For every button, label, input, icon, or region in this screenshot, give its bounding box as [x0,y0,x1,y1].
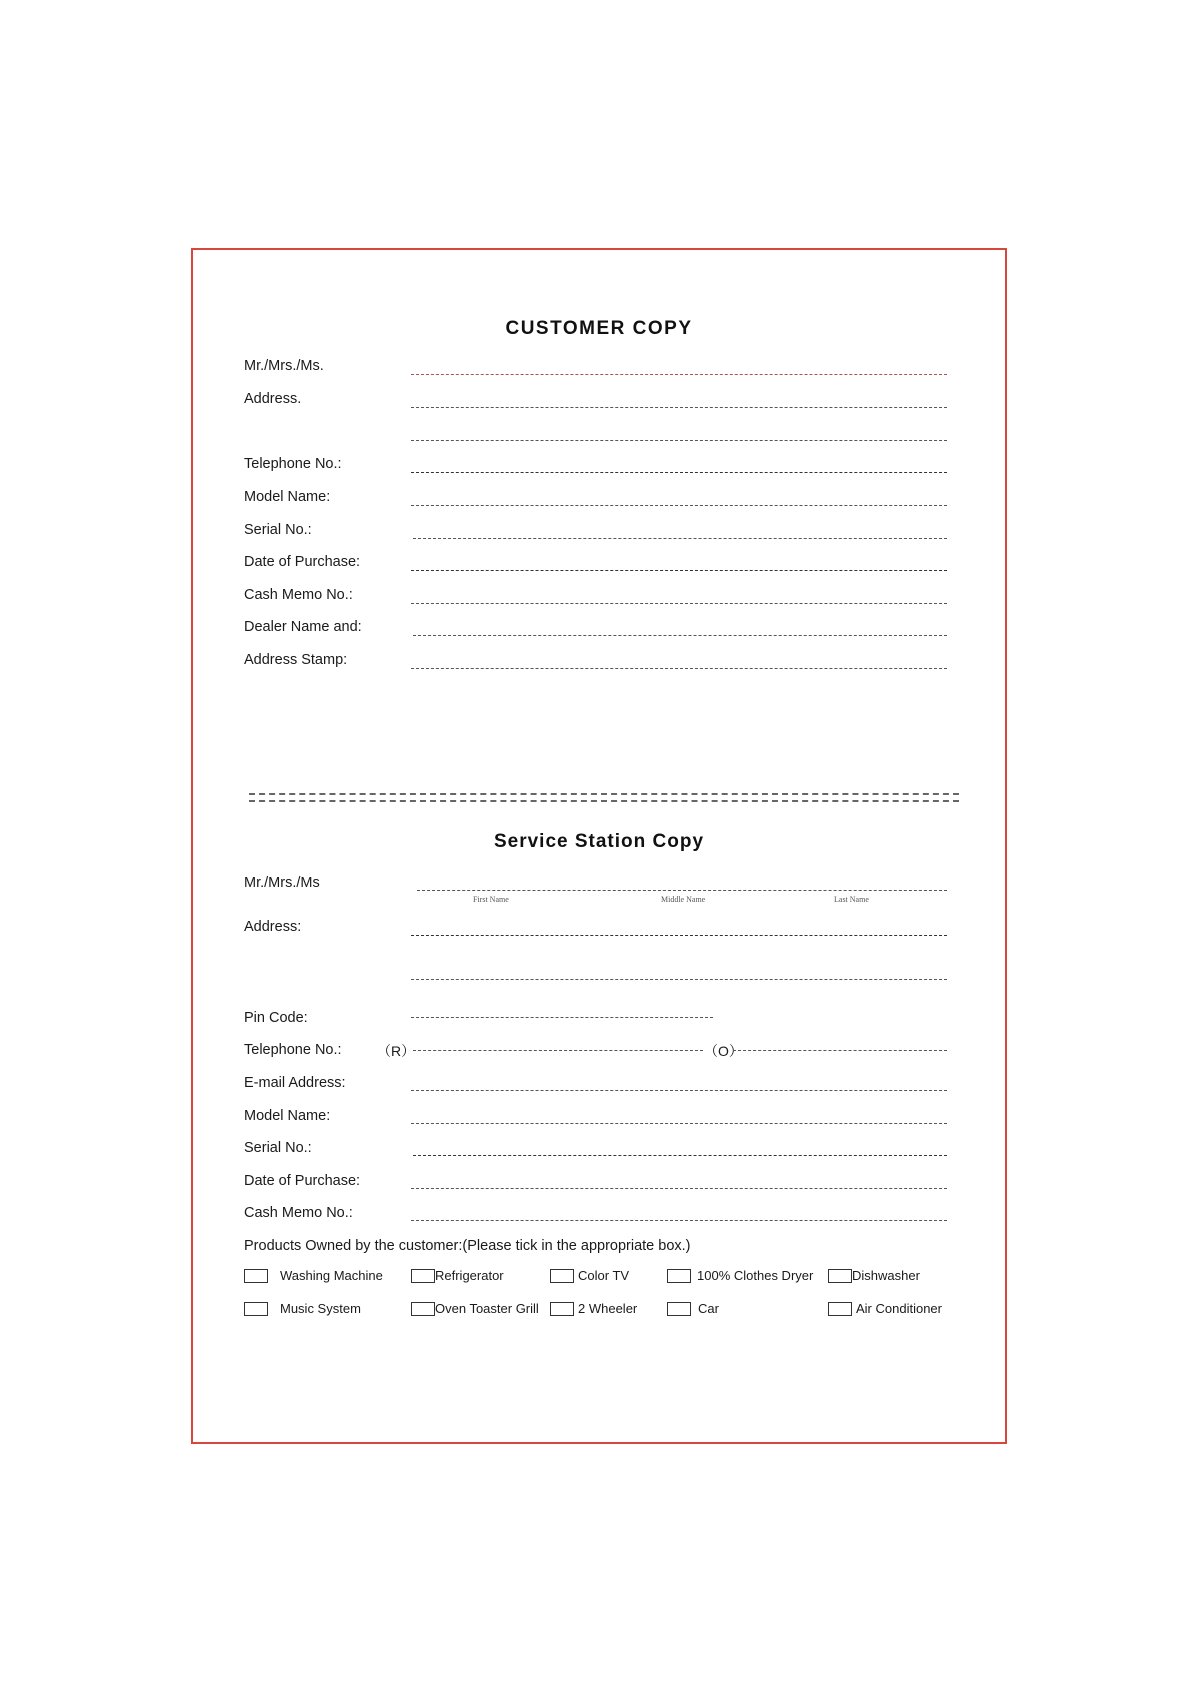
customer-name-line[interactable] [411,374,947,375]
customer-telephone-label: Telephone No.: [244,456,342,472]
service-address-line-2[interactable] [411,979,947,980]
customer-date-label: Date of Purchase: [244,554,361,570]
product-color-tv[interactable] [550,1268,629,1283]
customer-address-line-2[interactable] [411,440,947,441]
color-tv-label: Color TV [578,1268,630,1283]
customer-name-label: Mr./Mrs./Ms. [244,358,324,374]
customer-memo-label: Cash Memo No.: [244,587,353,603]
service-address-label: Address: [244,919,302,935]
service-telephone-office-line[interactable] [733,1050,947,1051]
service-model-label: Model Name: [244,1108,331,1124]
oven-toaster-grill-checkbox[interactable] [411,1302,435,1316]
service-date-label: Date of Purchase: [244,1173,361,1189]
service-copy-heading: Service Station Copy [493,831,705,852]
refrigerator-label: Refrigerator [435,1268,504,1283]
washing-machine-label: Washing Machine [280,1268,383,1283]
service-date-line[interactable] [411,1188,947,1189]
last-name-caption: Last Name [834,895,869,904]
service-memo-label: Cash Memo No.: [244,1205,353,1221]
customer-memo-line[interactable] [411,603,947,604]
product-car[interactable] [667,1301,719,1316]
form-border [191,248,1007,1444]
customer-address-label: Address. [244,391,302,407]
customer-stamp-label: Address Stamp: [244,652,348,668]
air-conditioner-label: Air Conditioner [856,1301,942,1316]
dishwasher-label: Dishwasher [852,1268,920,1283]
service-model-line[interactable] [411,1123,947,1124]
middle-name-caption: Middle Name [661,895,706,904]
refrigerator-checkbox[interactable] [411,1269,435,1283]
service-pin-line[interactable] [411,1017,713,1018]
service-memo-line[interactable] [411,1220,947,1221]
clothes-dryer-checkbox[interactable] [667,1269,691,1283]
service-email-line[interactable] [411,1090,947,1091]
customer-dealer-label: Dealer Name and: [244,619,362,635]
customer-telephone-line[interactable] [411,472,947,473]
service-address-line-1[interactable] [411,935,947,936]
service-name-line[interactable] [417,890,947,891]
cut-separator [249,793,959,802]
customer-serial-label: Serial No.: [244,522,312,538]
first-name-caption: First Name [473,895,509,904]
customer-address-line-1[interactable] [411,407,947,408]
residence-tag: （R） [377,1043,416,1059]
two-wheeler-label: 2 Wheeler [578,1301,638,1316]
customer-date-line[interactable] [411,570,947,571]
product-refrigerator[interactable] [411,1268,504,1283]
customer-stamp-line[interactable] [411,668,947,669]
customer-model-line[interactable] [411,505,947,506]
product-2-wheeler[interactable] [550,1301,637,1316]
customer-model-label: Model Name: [244,489,331,505]
service-pin-label: Pin Code: [244,1010,308,1026]
product-washing-machine[interactable] [244,1268,383,1283]
color-tv-checkbox[interactable] [550,1269,574,1283]
product-oven-toaster-grill[interactable] [411,1301,539,1316]
service-email-label: E-mail Address: [244,1075,346,1091]
product-clothes-dryer[interactable] [667,1268,813,1283]
music-system-label: Music System [280,1301,361,1316]
music-system-checkbox[interactable] [244,1302,268,1316]
office-tag: （O） [704,1043,743,1059]
service-name-label: Mr./Mrs./Ms [244,875,320,891]
product-dishwasher[interactable] [828,1268,920,1283]
clothes-dryer-label: 100% Clothes Dryer [697,1268,814,1283]
service-serial-label: Serial No.: [244,1140,312,1156]
service-telephone-residence-line[interactable] [413,1050,703,1051]
customer-copy-heading: CUSTOMER COPY [505,318,693,339]
two-wheeler-checkbox[interactable] [550,1302,574,1316]
air-conditioner-checkbox[interactable] [828,1302,852,1316]
dishwasher-checkbox[interactable] [828,1269,852,1283]
customer-dealer-line[interactable] [413,635,947,636]
car-label: Car [698,1301,719,1316]
washing-machine-checkbox[interactable] [244,1269,268,1283]
oven-toaster-grill-label: Oven Toaster Grill [435,1301,539,1316]
product-music-system[interactable] [244,1301,361,1316]
product-air-conditioner[interactable] [828,1301,942,1316]
service-telephone-label: Telephone No.: [244,1042,342,1058]
customer-serial-line[interactable] [413,538,947,539]
car-checkbox[interactable] [667,1302,691,1316]
service-serial-line[interactable] [413,1155,947,1156]
products-instruction: Products Owned by the customer:(Please tick in the appropriate box.) [244,1238,691,1254]
